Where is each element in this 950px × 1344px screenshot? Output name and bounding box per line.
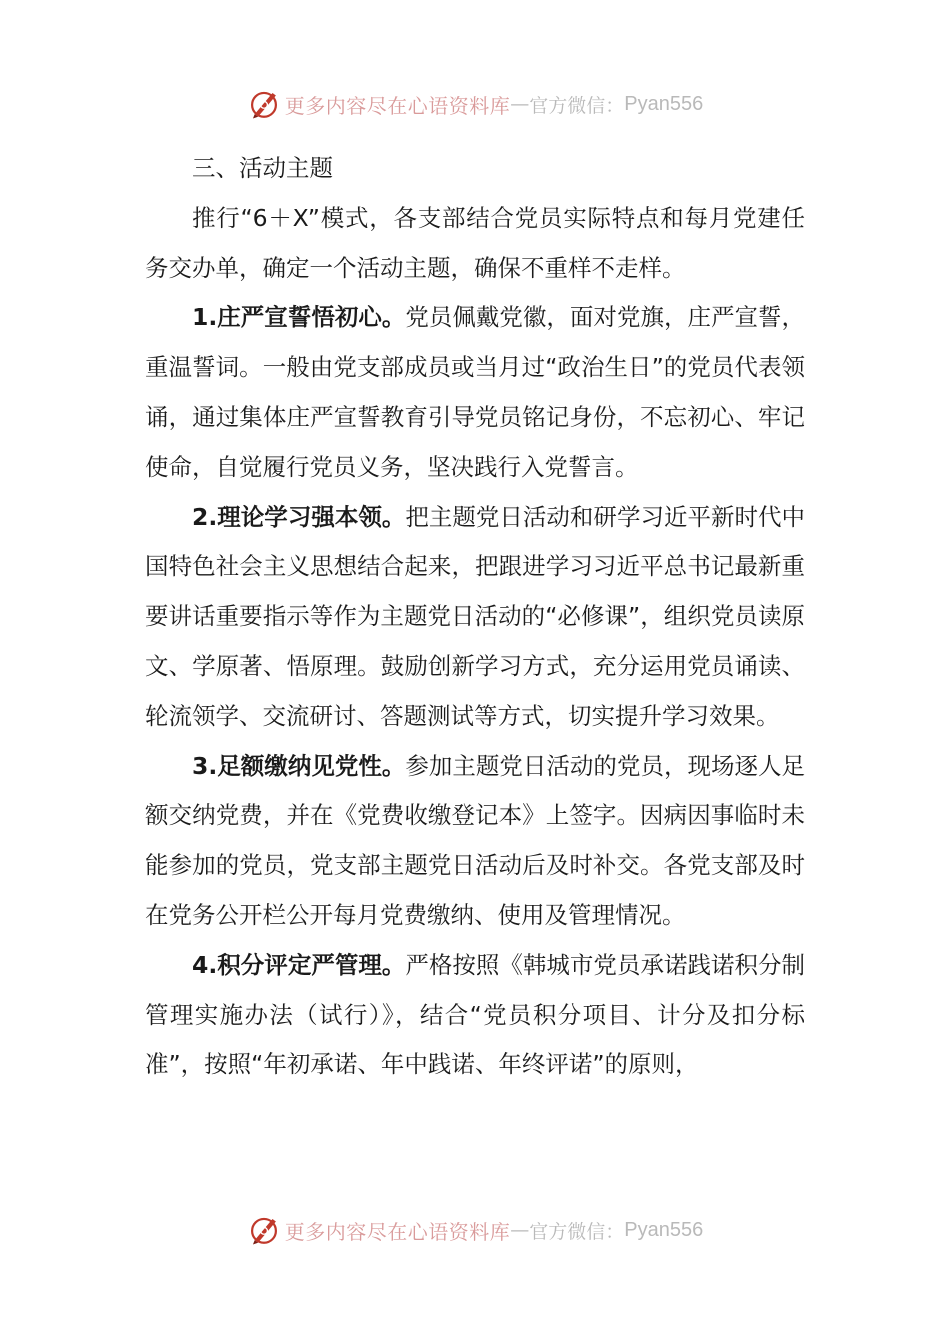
item-body-4: 严格按照《韩城市党员承诺践诺积分制管理实施办法（试行）》，结合“党员积分项目、计分及扣分标准”，按照“年初承诺、年中践诺、年终评诺”的原则， (145, 950, 805, 1079)
item-title-2: 2.理论学习强本领。 (192, 502, 406, 531)
watermark-contact-id: Pyan556 (624, 92, 704, 115)
item-paragraph-2 (145, 493, 805, 742)
pen-logo-icon (247, 1213, 281, 1247)
watermark-contact-id: Pyan556 (624, 1218, 704, 1241)
item-paragraph-3 (145, 742, 805, 941)
item-body-1: 党员佩戴党徽，面对党旗，庄严宣誓，重温誓词。一般由党支部成员或当月过“政治生日”的党员代表领诵，通过集体庄严宣誓教育引导党员铭记身份，不忘初心、牢记使命，自觉履行党员义务，坚决践行入党誓言。 (145, 303, 805, 481)
item-body-3: 参加主题党日活动的党员，现场逐人足额交纳党费，并在《党费收缴登记本》上签字。因病因事临时未能参加的党员，党支部主题党日活动后及时补交。各党支部及时在党务公开栏公开每月党费缴纳、使用及管理情况。 (145, 751, 805, 929)
item-title-3: 3.足额缴纳见党性。 (192, 751, 406, 780)
document-body (145, 144, 805, 1090)
pen-logo-icon (247, 87, 281, 121)
watermark-contact-label: 官方微信： (529, 94, 625, 117)
intro-paragraph: 推行“6＋X”模式，各支部结合党员实际特点和每月党建任务交办单，确定一个活动主题，确保不重样不走样。 (145, 203, 805, 282)
item-title-1: 1.庄严宣誓悟初心。 (192, 303, 406, 332)
item-paragraph-1 (145, 293, 805, 492)
watermark-dash: — (510, 1219, 530, 1241)
watermark-dash: — (510, 93, 530, 115)
header-watermark (0, 84, 950, 124)
watermark-brand-text: 更多内容尽在心语资料库 (284, 93, 511, 118)
watermark-contact-label: 官方微信： (529, 1220, 625, 1243)
item-paragraph-4 (145, 941, 805, 1090)
section-heading: 三、活动主题 (192, 154, 333, 182)
watermark-brand-text: 更多内容尽在心语资料库 (284, 1219, 511, 1244)
item-body-2: 把主题党日活动和研学习近平新时代中国特色社会主义思想结合起来，把跟进学习习近平总书记最新重要讲话重要指示等作为主题党日活动的“必修课”，组织党员读原文、学原著、悟原理。鼓励创新学习方式，充分运用党员诵读、轮流领学、交流研讨、答题测试等方式，切实提升学习效果。 (145, 502, 805, 730)
item-title-4: 4.积分评定严管理。 (192, 950, 406, 979)
footer-watermark (0, 1210, 950, 1250)
